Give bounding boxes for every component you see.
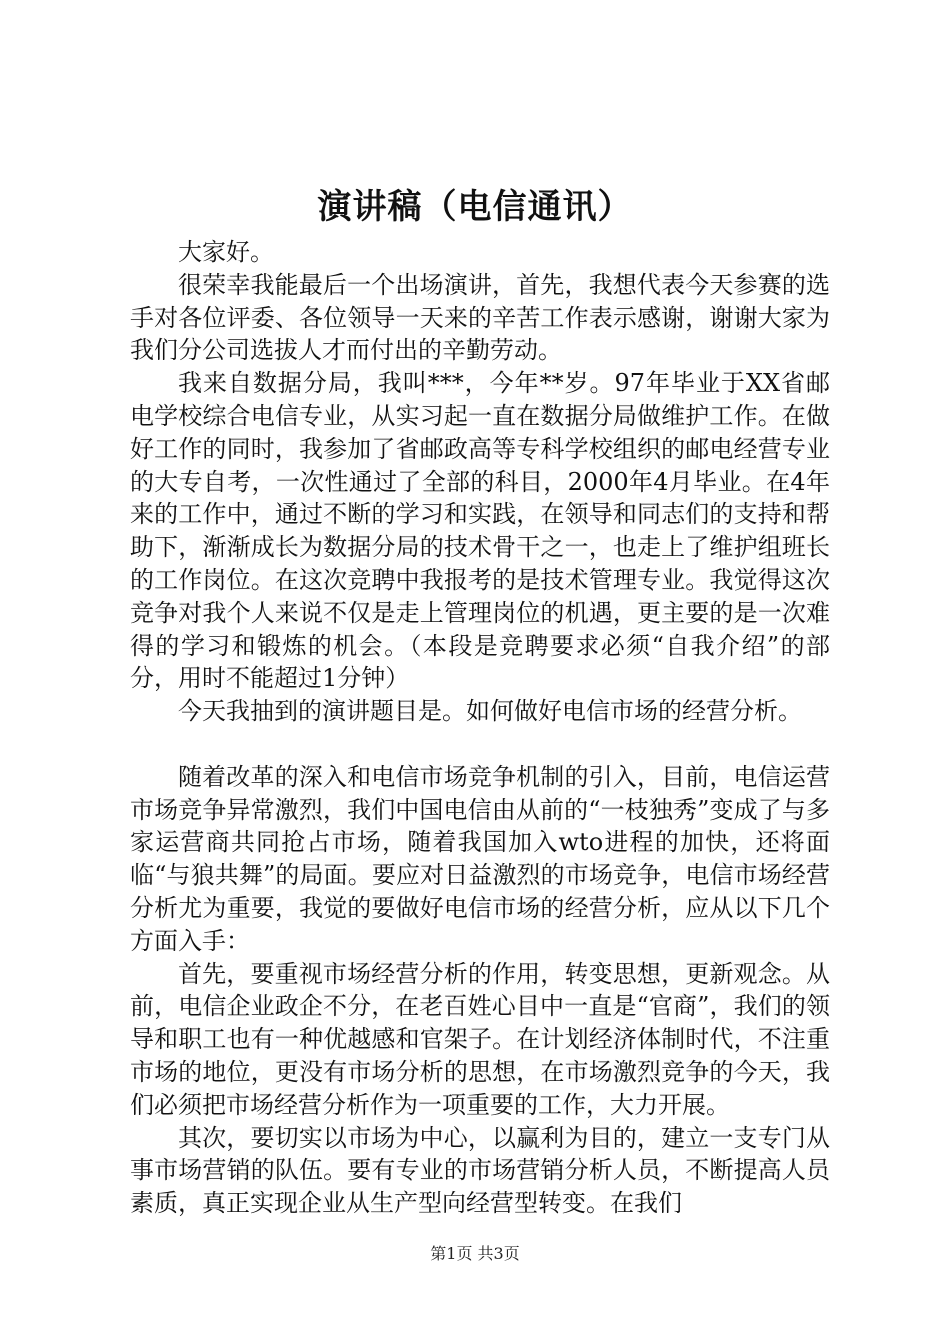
- document-title: 演讲稿（电信通讯）: [317, 187, 633, 227]
- document-body: [130, 236, 830, 1220]
- paragraph-first-point: 首先，要重视市场经营分析的作用，转变思想，更新观念。从前，电信企业政企不分，在老百姓心目中一直是“官商”，我们的领导和职工也有一种优越感和官架子。在计划经济体制时代，不注重市场的地位，更没有市场分析的思想，在市场激烈竞争的今天，我们必须把市场经营分析作为一项重要的工作，大力开展。: [130, 959, 830, 1119]
- paragraph-topic: 今天我抽到的演讲题目是。如何做好电信市场的经营分析。: [178, 697, 802, 726]
- paragraph-thanks: 很荣幸我能最后一个出场演讲，首先，我想代表今天参赛的选手对各位评委、各位领导一天来的辛苦工作表示感谢，谢谢大家为我们分公司选拔人才而付出的辛勤劳动。: [130, 270, 830, 365]
- paragraph-greeting: 大家好。: [178, 238, 274, 266]
- paragraph-self-introduction: 我来自数据分局，我叫***，今年**岁。97年毕业于XX省邮电学校综合电信专业，从实习起一直在数据分局做维护工作。在做好工作的同时，我参加了省邮政高等专科学校组织的邮电经营专业的大专自考，一次性通过了全部的科目，2000年4月毕业。在4年来的工作中，通过不断的学习和实践，在领导和同志们的支持和帮助下，渐渐成长为数据分局的技术骨干之一，也走上了维护组班长的工作岗位。在这次竞聘中我报考的是技术管理专业。我觉得这次竞争对我个人来说不仅是走上管理岗位的机遇，更主要的是一次难得的学习和锻炼的机会。（本段是竞聘要求必须“自我介绍”的部分，用时不能超过1分钟）: [130, 369, 830, 693]
- paragraph-spacer: [130, 728, 830, 761]
- page-number-footer: 第1页 共3页: [430, 1244, 520, 1263]
- paragraph-market-background: 随着改革的深入和电信市场竞争机制的引入，目前，电信运营市场竞争异常激烈，我们中国电信由从前的“一枝独秀”变成了与多家运营商共同抢占市场，随着我国加入wto进程的加快，还将面临“与狼共舞”的局面。要应对日益激烈的市场竞争，电信市场经营分析尤为重要，我觉的要做好电信市场的经营分析，应从以下几个方面入手：: [130, 762, 830, 955]
- paragraph-second-point: 其次，要切实以市场为中心，以赢利为目的，建立一支专门从事市场营销的队伍。要有专业的市场营销分析人员，不断提高人员素质，真正实现企业从生产型向经营型转变。在我们: [130, 1123, 830, 1218]
